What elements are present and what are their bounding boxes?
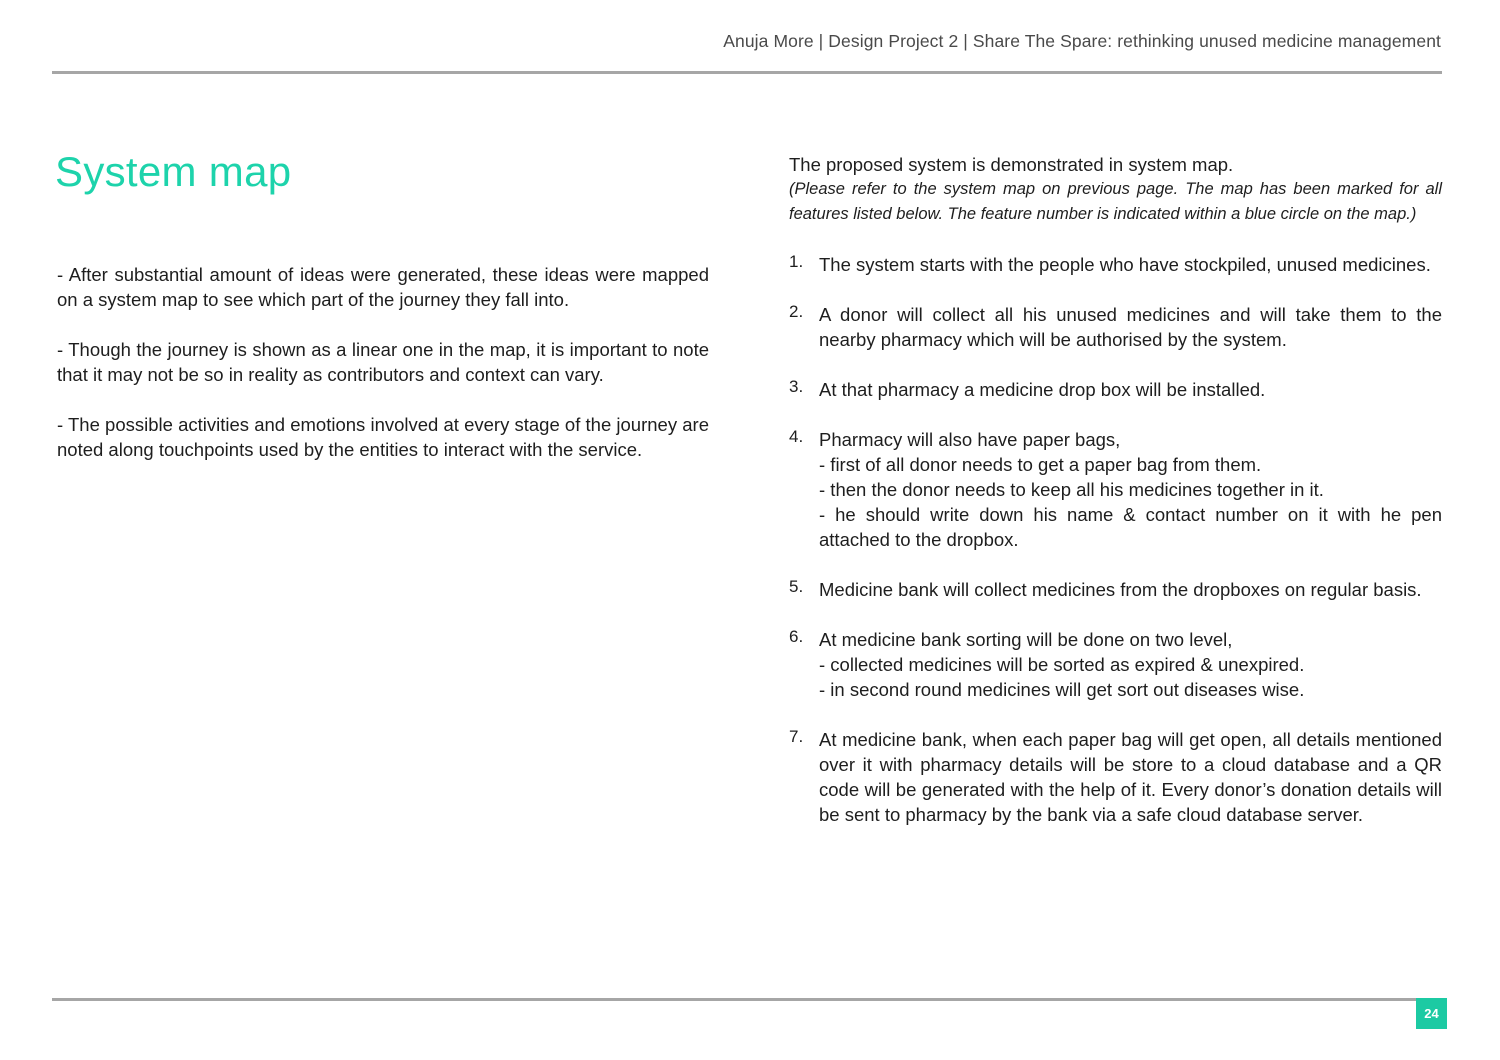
feature-text: The system starts with the people who have stockpiled, unused medicines. xyxy=(819,254,1431,275)
feature-subpoint: - first of all donor needs to get a paper bag from them. xyxy=(819,454,1262,475)
feature-text: At that pharmacy a medicine drop box will be installed. xyxy=(819,379,1266,400)
right-column xyxy=(789,152,1442,852)
header-divider xyxy=(52,71,1442,74)
feature-text: At medicine bank, when each paper bag will get open, all details mentioned over it with pharmacy details will be store to a cloud database and a QR code will be generated with the help of it. Every donor’s donation details will be sent to pharmacy by the bank via a safe cloud database server. xyxy=(819,729,1442,825)
note-text: (Please refer to the system map on previous page. The map has been marked for all features listed below. The feature number is indicated within a blue circle on the map.) xyxy=(789,180,1442,223)
paragraph: - Though the journey is shown as a linear one in the map, it is important to note that it may not be so in reality as contributors and context can vary. xyxy=(57,339,709,385)
feature-text: Medicine bank will collect medicines from the dropboxes on regular basis. xyxy=(819,579,1422,600)
feature-text: At medicine bank sorting will be done on two level, xyxy=(819,629,1233,650)
feature-number: 3. xyxy=(789,377,804,396)
page-number-badge: 24 xyxy=(1416,998,1447,1029)
feature-subpoint: - he should write down his name & contact number on it with he pen attached to the dropbox. xyxy=(819,504,1442,550)
feature-item xyxy=(789,727,1442,827)
page-title: System map xyxy=(55,148,292,195)
left-column xyxy=(57,262,709,487)
feature-number: 7. xyxy=(789,727,804,746)
feature-number: 2. xyxy=(789,302,804,321)
feature-item xyxy=(789,627,1442,702)
feature-subpoint: - in second round medicines will get sort out diseases wise. xyxy=(819,679,1305,700)
feature-item xyxy=(789,252,1442,277)
feature-subpoint: - collected medicines will be sorted as expired & unexpired. xyxy=(819,654,1305,675)
intro-text: The proposed system is demonstrated in system map. xyxy=(789,154,1234,175)
feature-item xyxy=(789,577,1442,602)
feature-text: Pharmacy will also have paper bags, xyxy=(819,429,1121,450)
paragraph: - The possible activities and emotions involved at every stage of the journey are noted along touchpoints used by the entities to interact with the service. xyxy=(57,414,709,460)
feature-number: 6. xyxy=(789,627,804,646)
feature-text: A donor will collect all his unused medicines and will take them to the nearby pharmacy which will be authorised by the system. xyxy=(819,304,1442,350)
running-header: Anuja More | Design Project 2 | Share The Spare: rethinking unused medicine management xyxy=(723,31,1441,51)
feature-number: 1. xyxy=(789,252,804,271)
feature-subpoint: - then the donor needs to keep all his medicines together in it. xyxy=(819,479,1324,500)
feature-item xyxy=(789,302,1442,352)
feature-item xyxy=(789,427,1442,552)
footer-divider xyxy=(52,998,1417,1001)
feature-item xyxy=(789,377,1442,402)
feature-number: 5. xyxy=(789,577,804,596)
feature-number: 4. xyxy=(789,427,804,446)
feature-list xyxy=(789,252,1442,827)
paragraph: - After substantial amount of ideas were generated, these ideas were mapped on a system map to see which part of the journey they fall into. xyxy=(57,264,709,310)
